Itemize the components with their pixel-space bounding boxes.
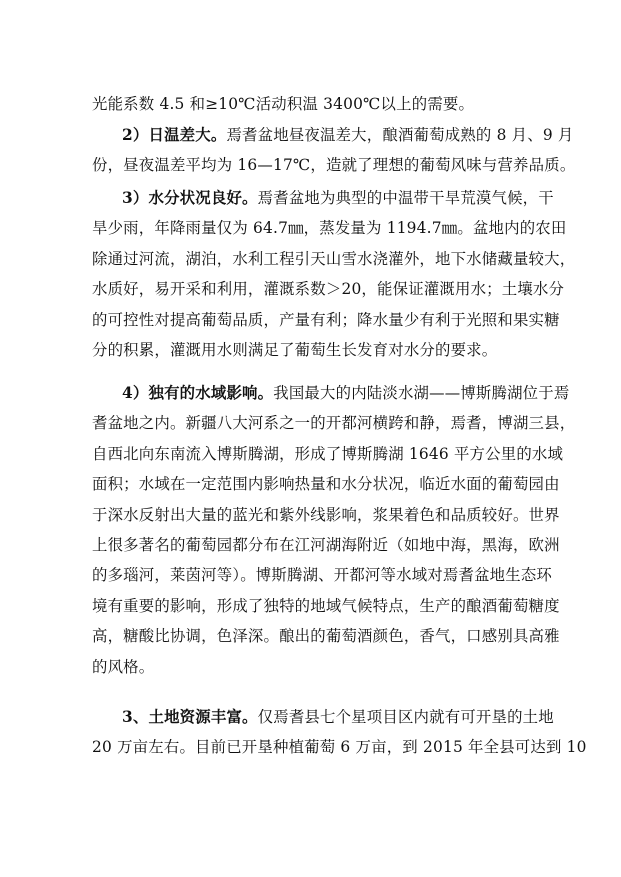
paragraph-water-area-influence [92, 378, 576, 682]
text-line: 除通过河流，湖泊，水利工程引天山雪水浇灌外，地下水储藏量较大， [92, 249, 576, 268]
paragraph-continuation [92, 89, 524, 119]
text-line: 上很多著名的葡萄园都分布在江河湖海附近（如地中海，黑海，欧洲 [92, 536, 560, 555]
text-line: 水质好，易开采和利用，灌溉系数＞20，能保证灌溉用水；土壤水分 [92, 280, 565, 299]
text-run: 我国最大的内陆淡水湖——博斯腾湖位于焉 [273, 384, 570, 402]
text-line: 高，糖酸比协调，色泽深。酿出的葡萄酒颜色，香气，口感别具高雅 [92, 627, 560, 646]
paragraph-water-conditions [92, 183, 576, 365]
section-heading: 3）水分状况良好。 [122, 189, 258, 207]
text-line [92, 120, 574, 150]
text-line: 份，昼夜温差平均为 16—17℃，造就了理想的葡萄风味与营养品质。 [92, 156, 576, 175]
text-line: 境有重要的影响，形成了独特的地域气候特点，生产的酿酒葡萄糖度 [92, 596, 560, 615]
text-run: 仅焉耆县七个星项目区内就有可开垦的土地 [257, 708, 554, 726]
text-line [92, 183, 554, 213]
section-heading: 2）日温差大。 [122, 126, 227, 144]
text-line: 面积；水域在一定范围内影响热量和水分状况，临近水面的葡萄园由 [92, 475, 560, 494]
paragraph-land-resources [92, 702, 587, 763]
text-line: 20 万亩左右。目前已开垦种植葡萄 6 万亩，到 2015 年全县可达到 10 [92, 738, 587, 757]
section-heading: 3、土地资源丰富。 [122, 708, 258, 726]
text-line: 耆盆地之内。新疆八大河系之一的开都河横跨和静，焉耆，博湖三县， [92, 414, 576, 433]
text-line: 旱少雨，年降雨量仅为 64.7㎜，蒸发量为 1194.7㎜。盆地内的农田 [92, 219, 567, 238]
text-line: 于深水反射出大量的蓝光和紫外线影响，浆果着色和品质较好。世界 [92, 505, 560, 524]
paragraph-day-temperature-difference [92, 120, 576, 181]
text-line: 的多瑙河，莱茵河等）。博斯腾湖、开都河等水域对焉耆盆地生态环 [92, 566, 553, 585]
section-heading: 4）独有的水域影响。 [122, 384, 274, 402]
text-line [92, 378, 570, 408]
text-line: 分的积累，灌溉用水则满足了葡萄生长发育对水分的要求。 [92, 341, 498, 360]
text-line [92, 702, 554, 732]
text-line: 的可控性对提高葡萄品质，产量有利；降水量少有利于光照和果实糖 [92, 310, 560, 329]
text-run: 焉耆盆地为典型的中温带干旱荒漠气候，干 [257, 189, 554, 207]
text-line: 光能系数 4.5 和≥10℃活动积温 3400℃以上的需要。 [92, 95, 475, 113]
text-run: 焉耆盆地昼夜温差大，酿酒葡萄成熟的 8 月、9 月 [226, 126, 574, 144]
text-line: 的风格。 [92, 657, 155, 676]
text-line: 自西北向东南流入博斯腾湖，形成了博斯腾湖 1646 平方公里的水域 [92, 444, 564, 463]
